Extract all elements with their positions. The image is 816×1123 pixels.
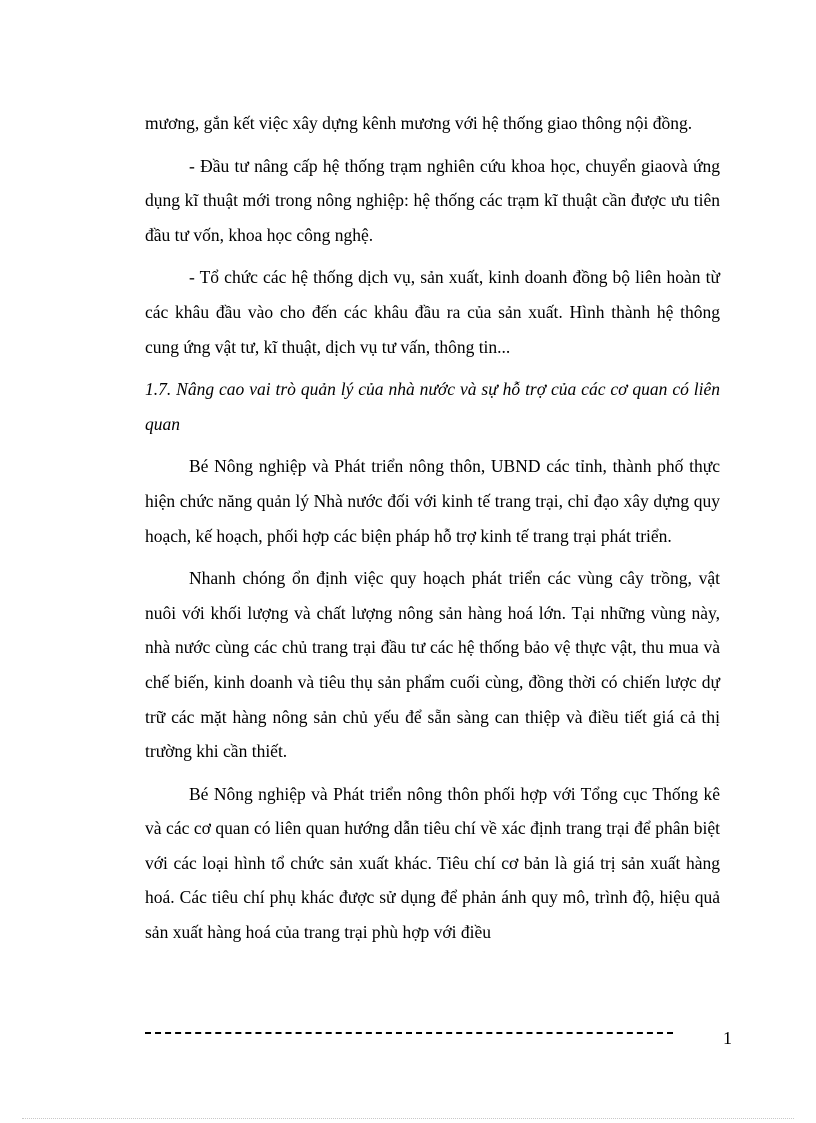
page-bottom-border xyxy=(22,1118,794,1119)
section-heading: 1.7. Nâng cao vai trò quản lý của nhà nước và sự hỗ trợ của các cơ quan có liên quan xyxy=(145,379,720,434)
paragraph-research-stations: - Đầu tư nâng cấp hệ thống trạm nghiên cứu khoa học, chuyển giaovà ứng dụng kĩ thuật mới trong nông nghiệp: hệ thống các trạm kĩ thuật cần được ưu tiên đầu tư vốn, khoa học công nghệ. xyxy=(145,155,720,245)
paragraph-criteria: Bé Nông nghiệp và Phát triển nông thôn phối hợp với Tổng cục Thống kê và các cơ quan có liên quan hướng dẫn tiêu chí về xác định trang trại để phân biệt với các loại hình tổ chức sản xuất khác. Tiêu chí cơ bản là giá trị sản xuất hàng hoá. Các tiêu chí phụ khác được sử dụng để phản ánh quy mô, trình độ, hiệu quả sản xuất hàng hoá của trang trại phù hợp với điều xyxy=(145,783,720,943)
paragraph-planning: Nhanh chóng ổn định việc quy hoạch phát triển các vùng cây trồng, vật nuôi với khối lượng và chất lượng nông sản hàng hoá lớn. Tại những vùng này, nhà nước cùng các chủ trang trại đầu tư các hệ thống bảo vệ thực vật, thu mua và chế biến, kinh doanh và tiêu thụ sản phẩm cuối cùng, đồng thời có chiến lược dự trữ các mặt hàng nông sản chủ yếu để sẵn sàng can thiệp và điều tiết giá cả thị trường khi cần thiết. xyxy=(145,568,720,762)
page-number: 1 xyxy=(723,1028,732,1048)
footer-dashed-rule xyxy=(145,1032,673,1034)
paragraph-continuation: mương, gắn kết việc xây dựng kênh mương với hệ thống giao thông nội đồng. xyxy=(145,113,693,133)
page-body xyxy=(145,106,720,950)
paragraph-ministry-role: Bé Nông nghiệp và Phát triển nông thôn, UBND các tỉnh, thành phố thực hiện chức năng quản lý Nhà nước đối với kinh tế trang trại, chỉ đạo xây dựng quy hoạch, kế hoạch, phối hợp các biện pháp hỗ trợ kinh tế trang trại phát triển. xyxy=(145,456,720,546)
paragraph-service-systems: - Tổ chức các hệ thống dịch vụ, sản xuất, kinh doanh đồng bộ liên hoàn từ các khâu đầu vào cho đến các khâu đầu ra của sản xuất. Hình thành hệ thông cung ứng vật tư, kĩ thuật, dịch vụ tư vấn, thông tin... xyxy=(145,267,720,357)
